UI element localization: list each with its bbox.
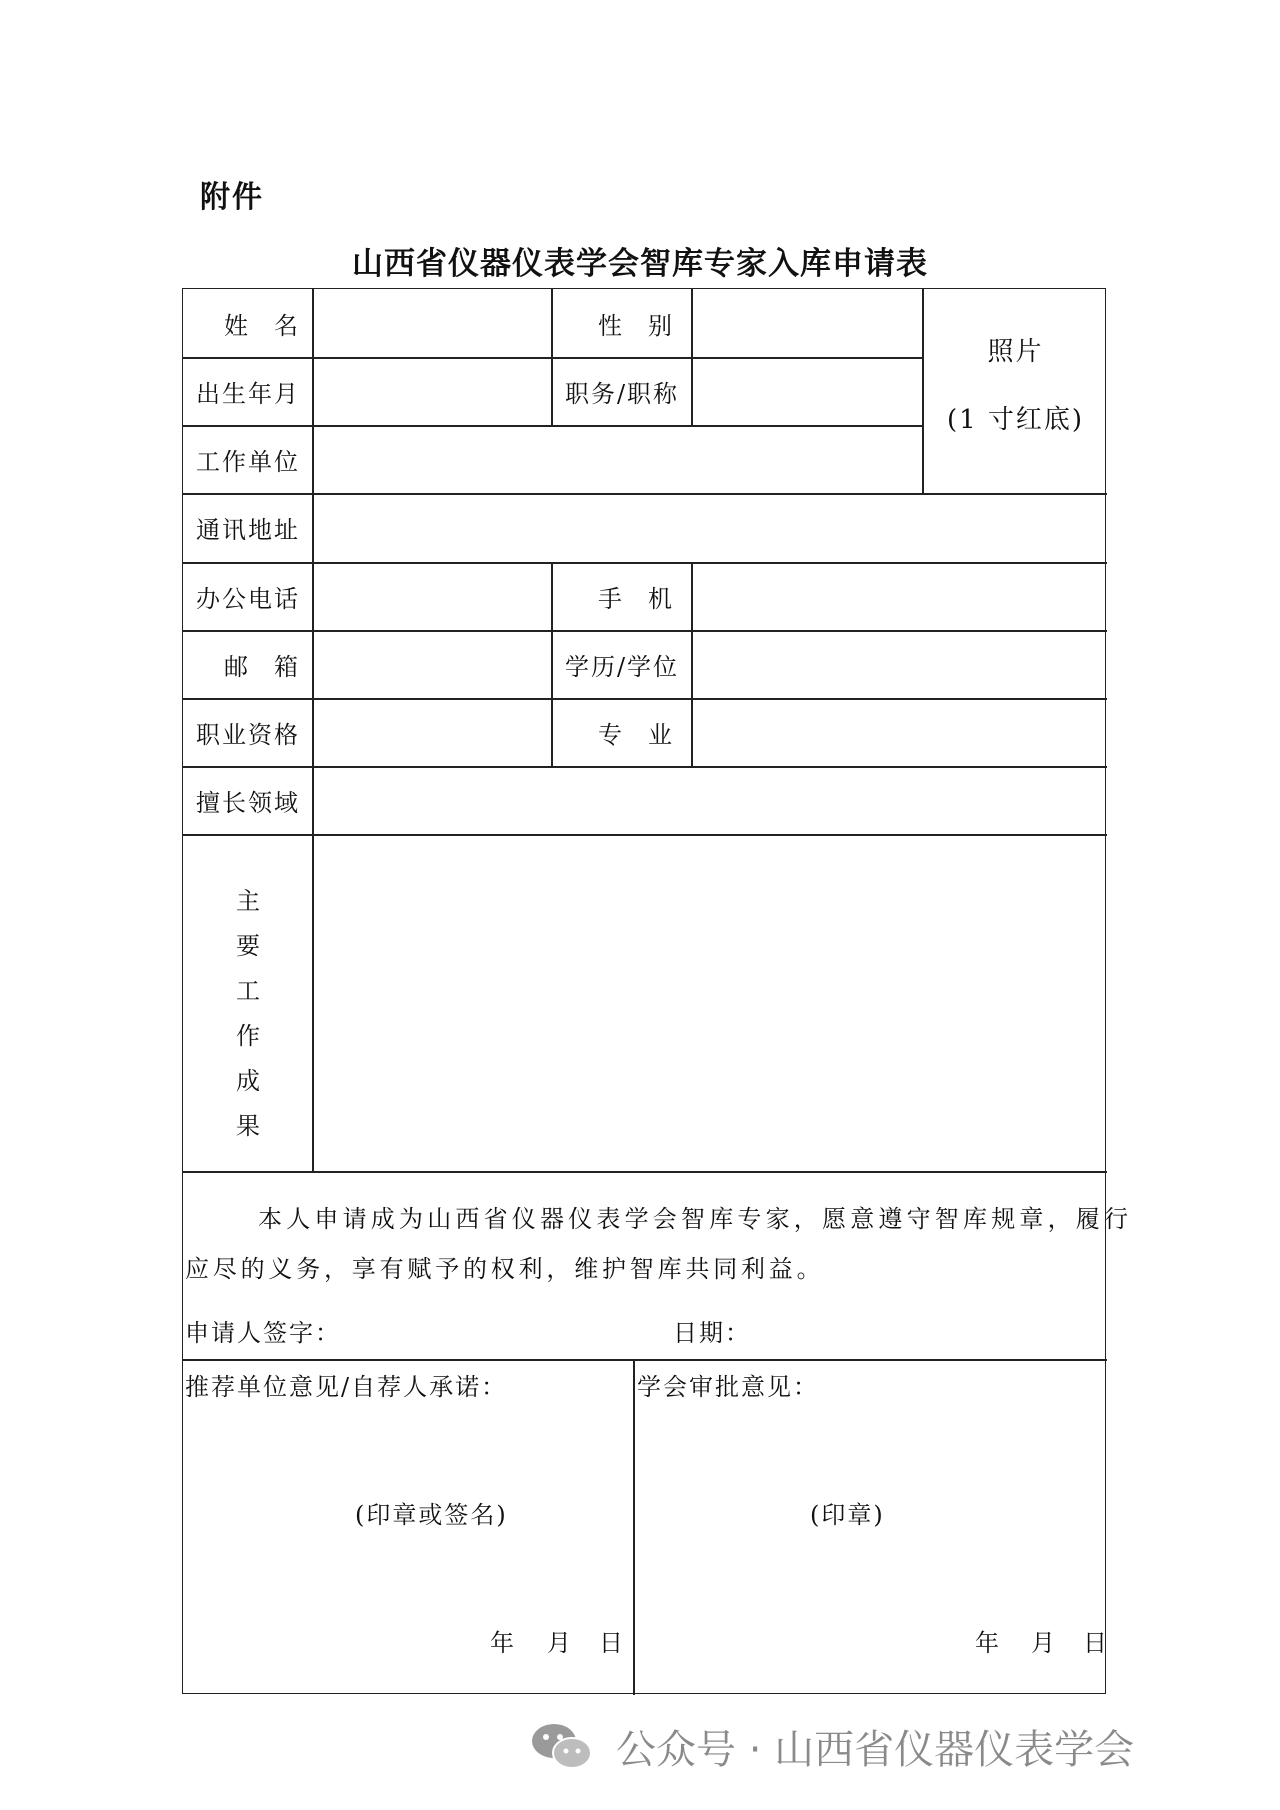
employer-label: 工作单位 — [196, 447, 300, 476]
name-field[interactable] — [314, 289, 551, 357]
mobile-field[interactable] — [693, 562, 1107, 630]
declaration-line-1: 本人申请成为山西省仪器仪表学会智库专家，愿意遵守智库规章，履行 — [258, 1205, 1133, 1233]
photo-label: 照片 — [987, 336, 1044, 367]
major-label: 专业 — [598, 720, 698, 749]
address-field[interactable] — [314, 493, 1107, 562]
society-day: 日 — [1083, 1629, 1109, 1657]
wechat-icon — [530, 1721, 594, 1773]
recommend-day: 日 — [599, 1629, 625, 1657]
row-divider — [183, 1171, 1107, 1173]
row-divider — [183, 1359, 1107, 1361]
achievements-char: 成 — [236, 1067, 260, 1095]
birth-label: 出生年月 — [196, 379, 300, 408]
qualification-label: 职业资格 — [196, 720, 300, 749]
position-label: 职务/职称 — [564, 379, 680, 408]
qualification-field[interactable] — [314, 698, 551, 766]
employer-field[interactable] — [314, 425, 922, 493]
expertise-field[interactable] — [314, 766, 1107, 834]
major-field[interactable] — [693, 698, 1107, 766]
position-field[interactable] — [693, 357, 922, 425]
email-field[interactable] — [314, 630, 551, 698]
recommend-seal: (印章或签名) — [355, 1501, 508, 1529]
achievements-char: 作 — [236, 1022, 260, 1050]
society-month: 月 — [1031, 1629, 1057, 1657]
recommend-label: 推荐单位意见/自荐人承诺： — [185, 1373, 508, 1401]
date-label: 日期： — [673, 1319, 751, 1347]
form-title: 山西省仪器仪表学会智库专家入库申请表 — [352, 246, 928, 282]
achievements-field[interactable] — [314, 836, 1107, 1171]
birth-field[interactable] — [314, 357, 551, 425]
photo-note: (1 寸红底) — [946, 404, 1085, 435]
col-divider — [633, 1359, 635, 1695]
degree-field[interactable] — [693, 630, 1107, 698]
achievements-char: 果 — [236, 1112, 260, 1140]
degree-label: 学历/学位 — [564, 652, 680, 681]
email-label: 邮箱 — [224, 652, 324, 681]
attachment-label: 附件 — [200, 180, 264, 215]
name-label: 姓名 — [224, 311, 324, 340]
society-seal: (印章) — [810, 1501, 885, 1529]
office-phone-label: 办公电话 — [196, 584, 300, 613]
gender-label: 性别 — [598, 311, 698, 340]
recommend-year: 年 — [490, 1629, 516, 1657]
applicant-signature-label: 申请人签字： — [185, 1319, 341, 1347]
declaration-line-2: 应尽的义务，享有赋予的权利，维护智库共同利益。 — [185, 1255, 825, 1283]
application-form — [182, 288, 1133, 1694]
watermark-text: 公众号 · 山西省仪器仪表学会 — [616, 1727, 1135, 1773]
achievements-label — [183, 879, 313, 1149]
recommend-month: 月 — [547, 1629, 573, 1657]
gender-field[interactable] — [693, 289, 922, 357]
achievements-char: 工 — [236, 977, 260, 1005]
achievements-char: 要 — [236, 932, 260, 960]
expertise-label: 擅长领域 — [196, 788, 300, 817]
office-phone-field[interactable] — [314, 562, 551, 630]
society-label: 学会审批意见： — [637, 1373, 819, 1401]
society-year: 年 — [975, 1629, 1001, 1657]
address-label: 通讯地址 — [196, 516, 300, 544]
mobile-label: 手机 — [598, 584, 698, 613]
watermark — [530, 1718, 1134, 1775]
achievements-char: 主 — [236, 887, 260, 915]
col-divider — [922, 289, 924, 493]
